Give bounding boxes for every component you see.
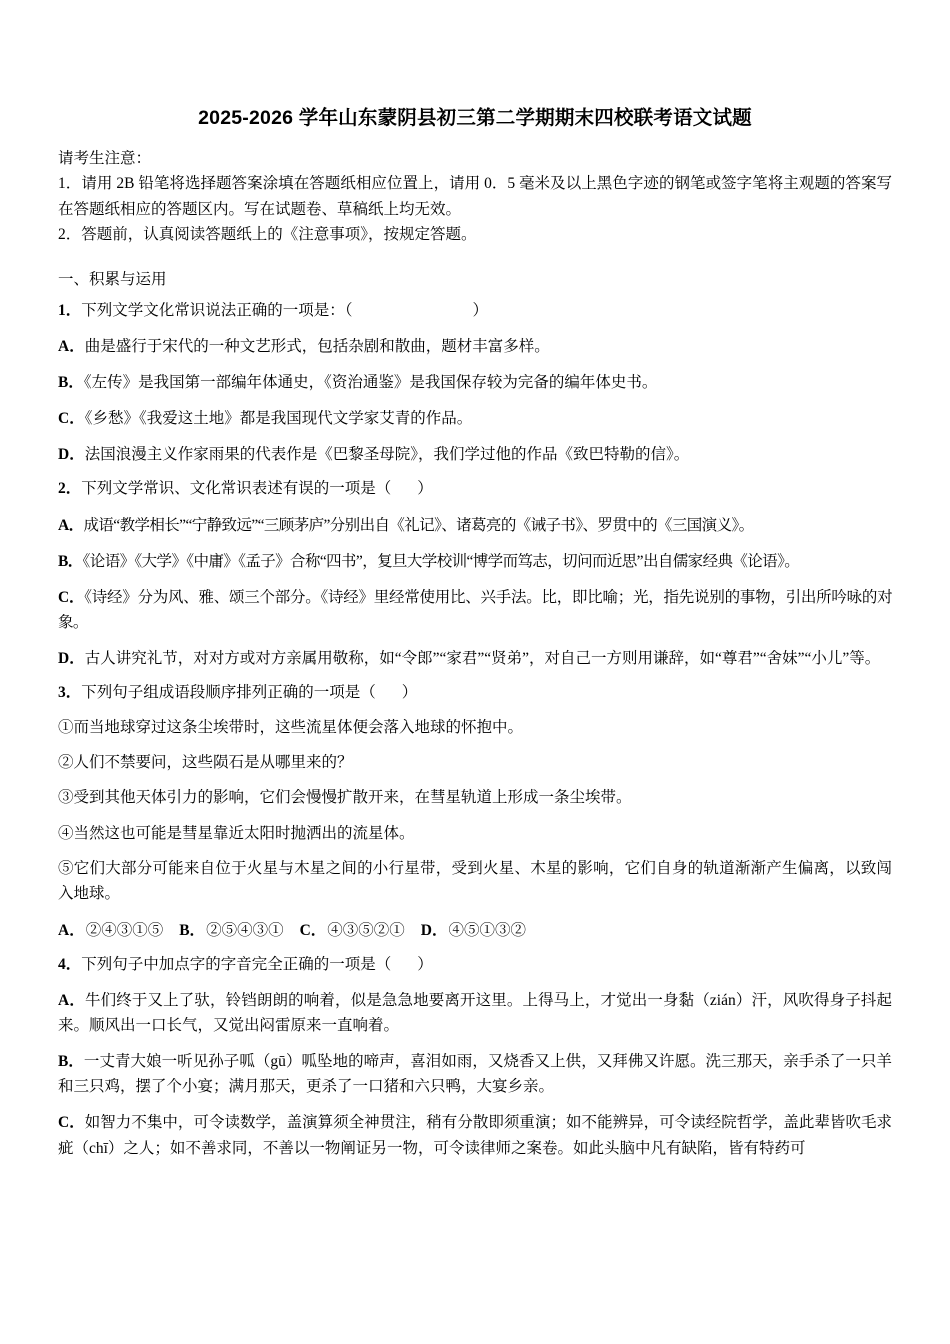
question-3-text: 下列句子组成语段顺序排列正确的一项是（ xyxy=(81,684,376,702)
question-3-item-2: ②人们不禁要问，这些陨石是从哪里来的？ xyxy=(58,754,353,772)
option-label: B． xyxy=(58,1053,84,1071)
option-text: 《诗经》分为风、雅、颂三个部分。《诗经》里经常使用比、兴手法。比，即比喻；光，指先说别的事物，引出所吟咏的对象。 xyxy=(58,588,892,631)
question-2-option-b xyxy=(58,549,892,574)
question-2-number: 2． xyxy=(58,480,82,498)
choice-text: ④⑤①③② xyxy=(448,921,527,939)
question-1-option-d xyxy=(58,442,892,467)
option-label: C． xyxy=(58,1114,85,1132)
option-text: 法国浪漫主义作家雨果的代表作是《巴黎圣母院》，我们学过他的作品《致巴特勒的信》。 xyxy=(84,446,690,464)
question-1-stem xyxy=(58,298,892,323)
question-2-text: 下列文学常识、文化常识表述有误的一项是（ xyxy=(81,480,392,498)
question-3-item-4: ④当然这也可能是彗星靠近太阳时抛洒出的流星体。 xyxy=(58,824,415,842)
option-label: A． xyxy=(58,516,84,534)
question-3-stem xyxy=(58,680,892,705)
option-text: 成语“教学相长”“宁静致远”“三顾茅庐”分别出自《礼记》、诸葛亮的《诫子书》、罗贯中的《三国演义》。 xyxy=(83,516,754,534)
option-text: 如智力不集中，可令读数学，盖演算须全神贯注，稍有分散即须重演；如不能辨异，可令读经院哲学，盖此辈皆吹毛求疵（chī）之人；如不善求同，不善以一物阐证另一物，可令读律师之案卷。如此头脑中凡有缺陷，皆有特药可 xyxy=(58,1114,892,1157)
question-4-text: 下列句子中加点字的字音完全正确的一项是（ xyxy=(81,955,392,973)
choice-text: ②⑤④③① xyxy=(206,921,284,939)
question-4-paren-close: ） xyxy=(417,955,433,973)
option-label: B． xyxy=(58,552,83,570)
question-2-stem xyxy=(58,476,892,501)
choice-text: ②④③①⑤ xyxy=(85,921,164,939)
choice-text: ④③⑤②① xyxy=(327,921,405,939)
question-1-option-a xyxy=(58,334,892,359)
choice-label: C． xyxy=(299,921,327,939)
notice-heading: 请考生注意： xyxy=(58,150,152,168)
option-label: D． xyxy=(58,649,85,667)
question-1-option-c xyxy=(58,406,892,431)
question-3-paren-close: ） xyxy=(401,684,418,702)
question-1-text: 下列文学文化常识说法正确的一项是：（ xyxy=(81,301,353,319)
choice-label: A． xyxy=(58,921,85,939)
question-1-number: 1． xyxy=(58,301,82,319)
question-2-option-c xyxy=(58,585,892,635)
option-label: A． xyxy=(58,992,85,1010)
option-label: C． xyxy=(58,588,85,606)
question-2-paren-close: ） xyxy=(417,480,433,498)
question-2-option-a xyxy=(58,513,892,538)
question-4-stem xyxy=(58,952,892,977)
option-text: 古人讲究礼节，对对方或对方亲属用敬称，如“令郎”“家君”“贤弟”，对自己一方则用谦辞，如“尊君”“舍妹”“小儿”等。 xyxy=(84,649,881,667)
question-4-number: 4． xyxy=(58,955,82,973)
option-text: 牛们终于又上了驮，铃铛朗朗的响着，似是急急地要离开这里。上得马上，才觉出一身黏（zián）汗，风吹得身子抖起来。顺风出一口长气，又觉出闷雷原来一直响着。 xyxy=(58,992,892,1035)
option-text: 《论语》《大学》《中庸》《孟子》合称“四书”，复旦大学校训“博学而笃志，切问而近思”出自儒家经典《论语》。 xyxy=(82,552,800,570)
page-title: 2025-2026 学年山东蒙阴县初三第二学期期末四校联考语文试题 xyxy=(198,107,752,129)
question-2-option-d xyxy=(58,646,892,671)
option-text: 《左传》是我国第一部编年体通史，《资治通鉴》是我国保存较为完备的编年体史书。 xyxy=(83,374,658,392)
question-3-item-5: ⑤它们大部分可能来自位于火星与木星之间的小行星带，受到火星、木星的影响，它们自身的轨道渐渐产生偏离，以致闯入地球。 xyxy=(58,859,892,902)
option-text: 一丈青大娘一听见孙子呱（gū）呱坠地的啼声，喜泪如雨，又烧香又上供，又拜佛又许愿。洗三那天，亲手杀了一只羊和三只鸡，摆了个小宴；满月那天，更杀了一口猪和六只鸭，大宴乡亲。 xyxy=(58,1053,892,1096)
option-text: 《乡愁》《我爱这土地》都是我国现代文学家艾青的作品。 xyxy=(84,410,473,428)
option-text: 曲是盛行于宋代的一种文艺形式，包括杂剧和散曲，题材丰富多样。 xyxy=(84,337,550,355)
question-3-number: 3． xyxy=(58,684,82,702)
question-1-paren-close: ） xyxy=(472,301,489,319)
choice-label: D． xyxy=(420,921,448,939)
option-label: C． xyxy=(58,410,85,428)
question-3-item-3: ③受到其他天体引力的影响，它们会慢慢扩散开来，在彗星轨道上形成一条尘埃带。 xyxy=(58,789,632,807)
notice-item-2: 2．答题前，认真阅读答题纸上的《注意事项》，按规定答题。 xyxy=(58,225,477,243)
question-3-item-1: ①而当地球穿过这条尘埃带时，这些流星体便会落入地球的怀抱中。 xyxy=(58,719,524,737)
question-4-option-b xyxy=(58,1049,892,1099)
option-label: A． xyxy=(58,337,85,355)
question-4-option-a xyxy=(58,988,892,1038)
choice-label: B． xyxy=(179,921,206,939)
section-heading-one: 一、积累与运用 xyxy=(58,270,167,288)
question-3-answer-choices xyxy=(58,918,892,943)
question-4-option-c xyxy=(58,1110,892,1160)
option-label: D． xyxy=(58,446,85,464)
option-label: B． xyxy=(58,374,84,392)
notice-item-1: 1．请用 2B 铅笔将选择题答案涂填在答题纸相应位置上，请用 0．5 毫米及以上黑色字迹的钢笔或签字笔将主观题的答案写在答题纸相应的答题区内。写在试题卷、草稿纸上均无效。 xyxy=(58,175,892,218)
question-1-option-b xyxy=(58,370,892,395)
